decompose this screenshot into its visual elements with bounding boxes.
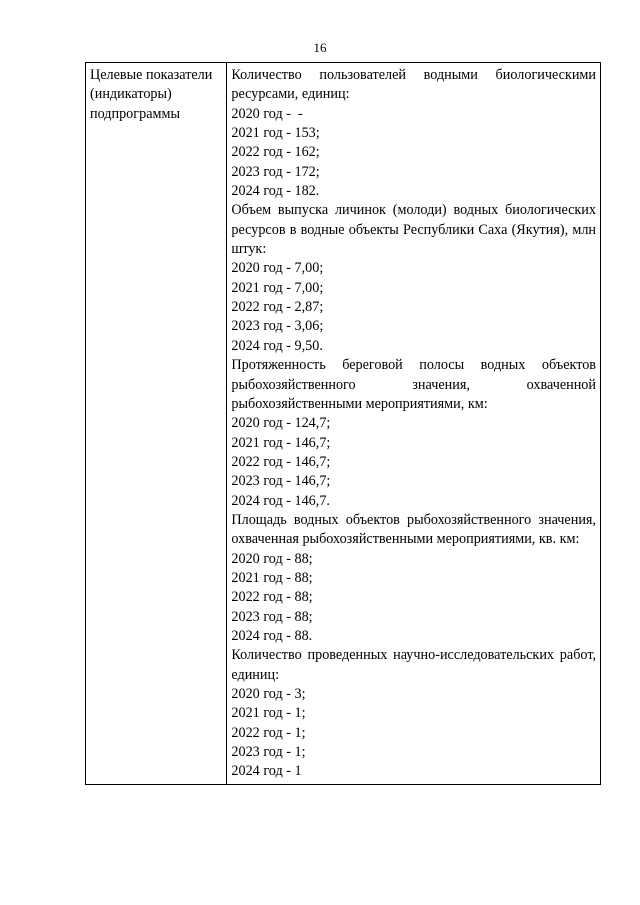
indicator-value: 2021 год - 146,7; xyxy=(231,434,331,451)
indicator-value: 2021 год - 1; xyxy=(231,705,306,722)
indicator-value: 2023 год - 3,06; xyxy=(231,318,324,335)
indicator-value: 2023 год - 88; xyxy=(231,608,313,625)
indicator-block xyxy=(231,356,596,511)
indicator-value: 2024 год - 9,50. xyxy=(231,337,323,354)
indicator-block xyxy=(231,646,596,781)
indicator-value: 2022 год - 162; xyxy=(231,144,320,161)
indicator-block xyxy=(231,66,596,201)
indicators-table xyxy=(85,62,601,785)
indicator-value: 2022 год - 146,7; xyxy=(231,453,331,470)
indicator-value: 2022 год - 2,87; xyxy=(231,299,324,316)
indicator-block xyxy=(231,201,596,356)
indicators-cell xyxy=(227,63,601,785)
indicator-value: 2024 год - 182. xyxy=(231,183,320,200)
indicator-title: Площадь водных объектов рыбохозяйственного значения, охваченная рыбохозяйственными мероприятиями, кв. км: xyxy=(231,511,596,548)
row-label: Целевые показатели (индикаторы) подпрограммы xyxy=(90,67,213,122)
indicator-title: Протяженность береговой полосы водных объектов рыбохозяйственного значения, охваченной рыбохозяйственными мероприятиями, км: xyxy=(231,357,596,412)
indicator-value: 2024 год - 1 xyxy=(231,763,302,780)
table-row xyxy=(86,63,601,785)
indicator-value: 2021 год - 7,00; xyxy=(231,279,324,296)
indicator-value: 2020 год - 3; xyxy=(231,686,306,702)
indicator-value: 2024 год - 88. xyxy=(231,627,313,644)
indicator-value: 2022 год - 88; xyxy=(231,589,313,606)
row-label-cell xyxy=(86,63,227,785)
indicator-value: 2020 год - - xyxy=(231,105,303,122)
indicator-value: 2023 год - 146,7; xyxy=(231,473,331,490)
indicator-value: 2021 год - 88; xyxy=(231,569,313,586)
indicator-value: 2023 год - 1; xyxy=(231,744,306,761)
indicator-value: 2020 год - 7,00; xyxy=(231,260,324,277)
indicator-value: 2023 год - 172; xyxy=(231,163,320,180)
indicator-value: 2021 год - 153; xyxy=(231,125,320,142)
page-number: 16 xyxy=(313,40,327,55)
indicator-value: 2022 год - 1; xyxy=(231,724,306,741)
indicator-block xyxy=(231,511,596,646)
indicator-title: Количество проведенных научно-исследовательских работ, единиц: xyxy=(231,647,596,683)
indicator-value: 2024 год - 146,7. xyxy=(231,492,330,509)
indicator-title: Количество пользователей водными биологическими ресурсами, единиц: xyxy=(231,67,596,103)
indicator-value: 2020 год - 124,7; xyxy=(231,415,331,432)
indicator-value: 2020 год - 88; xyxy=(231,550,313,567)
indicator-title: Объем выпуска личинок (молоди) водных биологических ресурсов в водные объекты Республики Саха (Якутия), млн штук: xyxy=(231,202,596,258)
